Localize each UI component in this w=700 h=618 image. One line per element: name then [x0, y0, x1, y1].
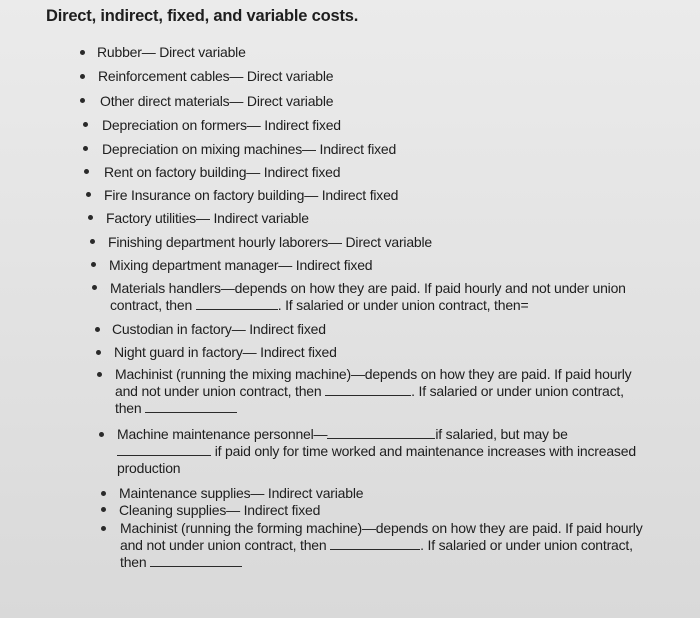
item-text: . If salaried or under union contract,	[411, 383, 624, 399]
item-text: then	[115, 400, 142, 416]
bullet-icon	[91, 262, 96, 267]
item-line	[120, 537, 643, 554]
list-item: Depreciation on mixing machines— Indirect fixed	[102, 141, 397, 157]
item-text: . If salaried or under union contract,	[420, 537, 633, 553]
list-item: Other direct materials— Direct variable	[100, 93, 334, 109]
item-line	[120, 554, 643, 571]
answer-blank[interactable]	[117, 443, 211, 456]
bullet-icon	[101, 526, 106, 531]
item-line	[110, 297, 626, 314]
list-item: Fire Insurance on factory building— Indirect fixed	[104, 187, 399, 203]
bullet-icon	[80, 98, 85, 103]
bullet-icon	[101, 491, 106, 496]
item-line: production	[117, 460, 181, 476]
bullet-icon	[97, 372, 102, 377]
bullet-icon	[83, 146, 88, 151]
item-line	[117, 443, 636, 460]
bullet-icon	[80, 50, 85, 55]
bullet-icon	[88, 215, 93, 220]
answer-blank[interactable]	[327, 426, 435, 439]
list-item: Finishing department hourly laborers— Direct variable	[108, 234, 432, 250]
item-text: then	[120, 554, 147, 570]
item-text: if paid only for time worked and maintenance increases with increased	[214, 443, 636, 459]
item-line	[115, 383, 631, 400]
list-item: Depreciation on formers— Indirect fixed	[102, 117, 341, 133]
list-item: Reinforcement cables— Direct variable	[98, 68, 334, 84]
bullet-icon	[80, 74, 85, 79]
list-item	[115, 366, 631, 417]
answer-blank[interactable]	[325, 383, 411, 396]
item-line: Machinist (running the forming machine)—depends on how they are paid. If paid hourly	[120, 520, 643, 536]
page-title: Direct, indirect, fixed, and variable costs.	[46, 7, 359, 25]
item-line	[117, 426, 636, 443]
bullet-icon	[84, 169, 89, 174]
bullet-icon	[86, 192, 91, 197]
list-item: Rent on factory building— Indirect fixed	[104, 164, 341, 180]
list-item: Rubber— Direct variable	[97, 44, 246, 60]
list-item: Mixing department manager— Indirect fixed	[109, 257, 373, 273]
item-text: . If salaried or under union contract, then=	[277, 297, 529, 313]
item-line: Materials handlers—depends on how they are paid. If paid hourly and not under union	[110, 280, 626, 296]
answer-blank[interactable]	[196, 297, 278, 310]
bullet-icon	[101, 507, 106, 512]
list-item	[117, 426, 636, 477]
item-text: Machine maintenance personnel—	[117, 426, 328, 442]
item-line	[115, 400, 631, 417]
item-line: Machinist (running the mixing machine)—depends on how they are paid. If paid hourly	[115, 366, 632, 382]
answer-blank[interactable]	[330, 537, 420, 550]
bullet-icon	[83, 122, 88, 127]
list-item: Maintenance supplies— Indirect variable	[119, 485, 364, 501]
answer-blank[interactable]	[145, 400, 237, 413]
list-item: Custodian in factory— Indirect fixed	[112, 321, 326, 337]
answer-blank[interactable]	[150, 554, 242, 567]
bullet-icon	[92, 285, 97, 290]
list-item: Cleaning supplies— Indirect fixed	[119, 502, 321, 518]
bullet-icon	[99, 432, 104, 437]
item-text: contract, then	[110, 297, 193, 313]
item-text: and not under union contract, then	[120, 537, 327, 553]
bullet-icon	[90, 239, 95, 244]
bullet-icon	[95, 327, 100, 332]
list-item	[110, 280, 626, 314]
item-text: and not under union contract, then	[115, 383, 322, 399]
bullet-icon	[96, 350, 101, 355]
list-item: Night guard in factory— Indirect fixed	[114, 344, 337, 360]
list-item: Factory utilities— Indirect variable	[106, 210, 309, 226]
item-text: if salaried, but may be	[435, 426, 568, 442]
list-item	[120, 520, 643, 571]
